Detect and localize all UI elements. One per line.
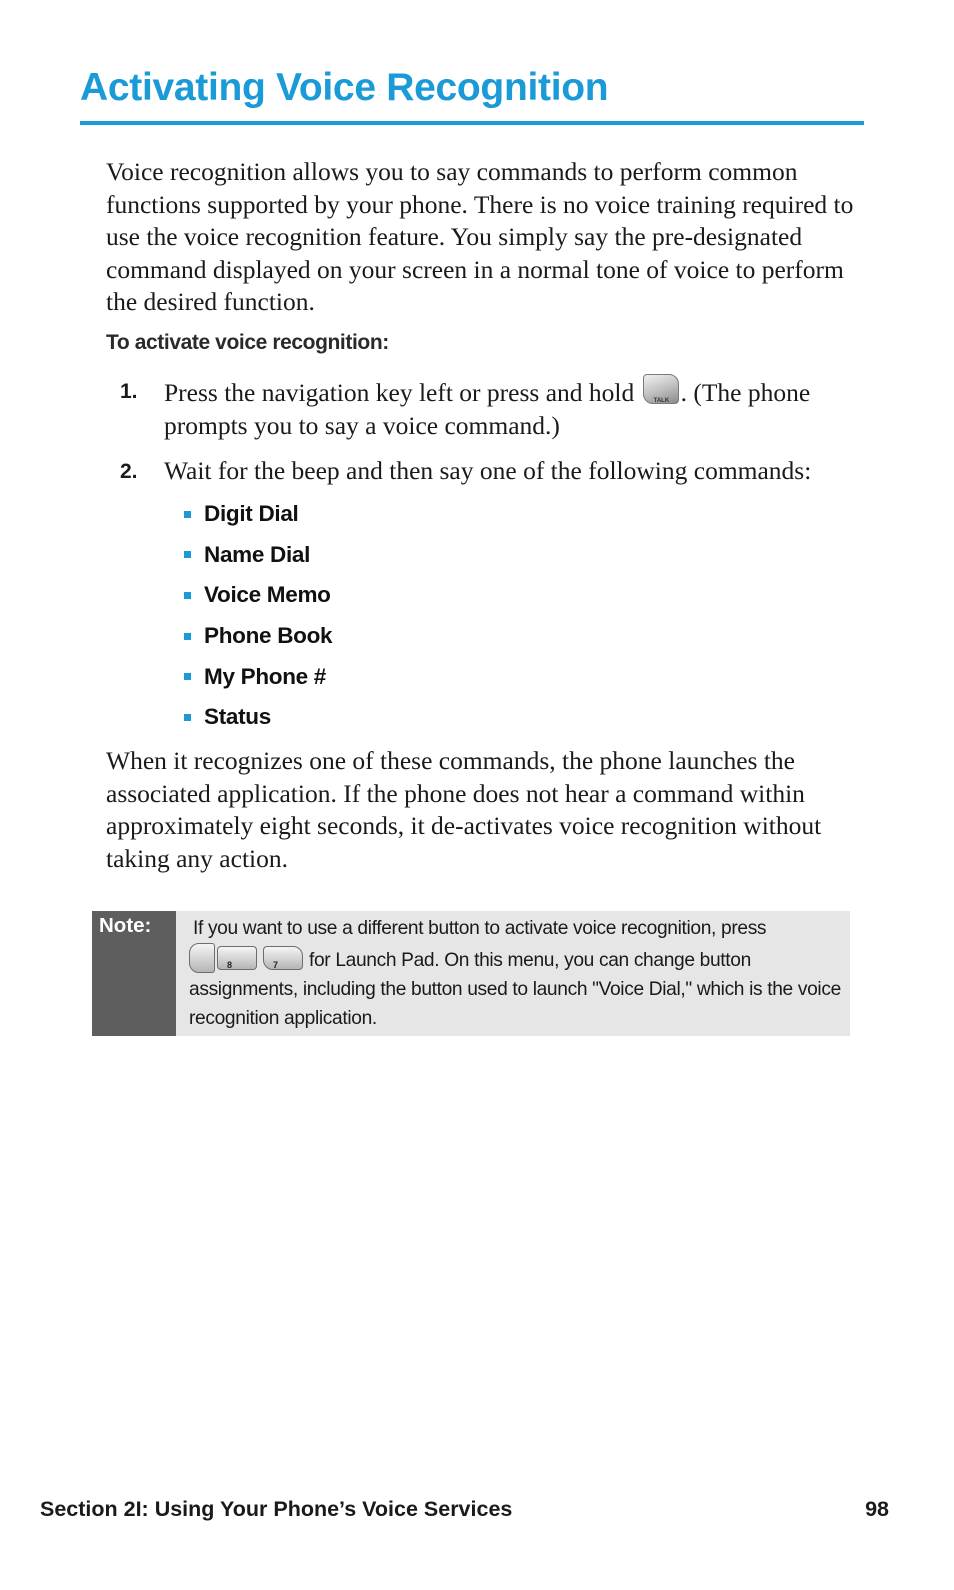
list-item: Voice Memo [184, 575, 332, 616]
list-item: Status [184, 697, 332, 738]
note-box [92, 911, 850, 1036]
intro-paragraph: Voice recognition allows you to say commands to perform common functions supported by your phone. There is no voice training required to use the voice recognition feature. You simply say the pre-designated command displayed on your screen in a normal tone of voice to perform the desired function. [106, 157, 854, 316]
step-number: 2. [120, 460, 138, 483]
step-text: Press the navigation key left or press and hold TALK . (The phone prompts you to say a voice command.) [164, 374, 868, 442]
outro-paragraph: When it recognizes one of these commands, the phone launches the associated application. If the phone does not hear a command within approximately eight seconds, it de-activates voice recognition without taking any action. [106, 746, 822, 873]
menu-key-icon [189, 943, 215, 973]
bullet-icon [184, 592, 191, 599]
title-underline [80, 121, 864, 125]
seven-pqrs-key-icon: 7 [263, 946, 303, 970]
note-label: Note: [92, 911, 176, 1036]
bullet-icon [184, 714, 191, 721]
step-1 [120, 374, 868, 444]
page-title: Activating Voice Recognition [80, 66, 609, 109]
footer-section-title: Section 2I: Using Your Phone’s Voice Services [40, 1497, 513, 1521]
bullet-icon [184, 673, 191, 680]
voice-command-list [184, 494, 332, 738]
page-number: 98 [865, 1497, 889, 1521]
list-item: Phone Book [184, 616, 332, 657]
eight-tuv-key-icon: 8 [217, 946, 257, 970]
list-item: Name Dial [184, 535, 332, 576]
bullet-icon [184, 511, 191, 518]
bullet-icon [184, 633, 191, 640]
step-number: 1. [120, 380, 138, 403]
note-text: If you want to use a different button to activate voice recognition, press 8 7 for Launch Pad. On this menu, you can change button assignments, including the button used to launch "Voice Dial," which is the voice recognition application. [189, 918, 841, 1029]
step-text: Wait for the beep and then say one of the following commands: [164, 456, 812, 485]
procedure-heading: To activate voice recognition: [106, 331, 389, 354]
list-item: Digit Dial [184, 494, 332, 535]
talk-key-icon: TALK [643, 374, 679, 404]
bullet-icon [184, 551, 191, 558]
step-2 [120, 454, 868, 490]
list-item: My Phone # [184, 656, 332, 697]
